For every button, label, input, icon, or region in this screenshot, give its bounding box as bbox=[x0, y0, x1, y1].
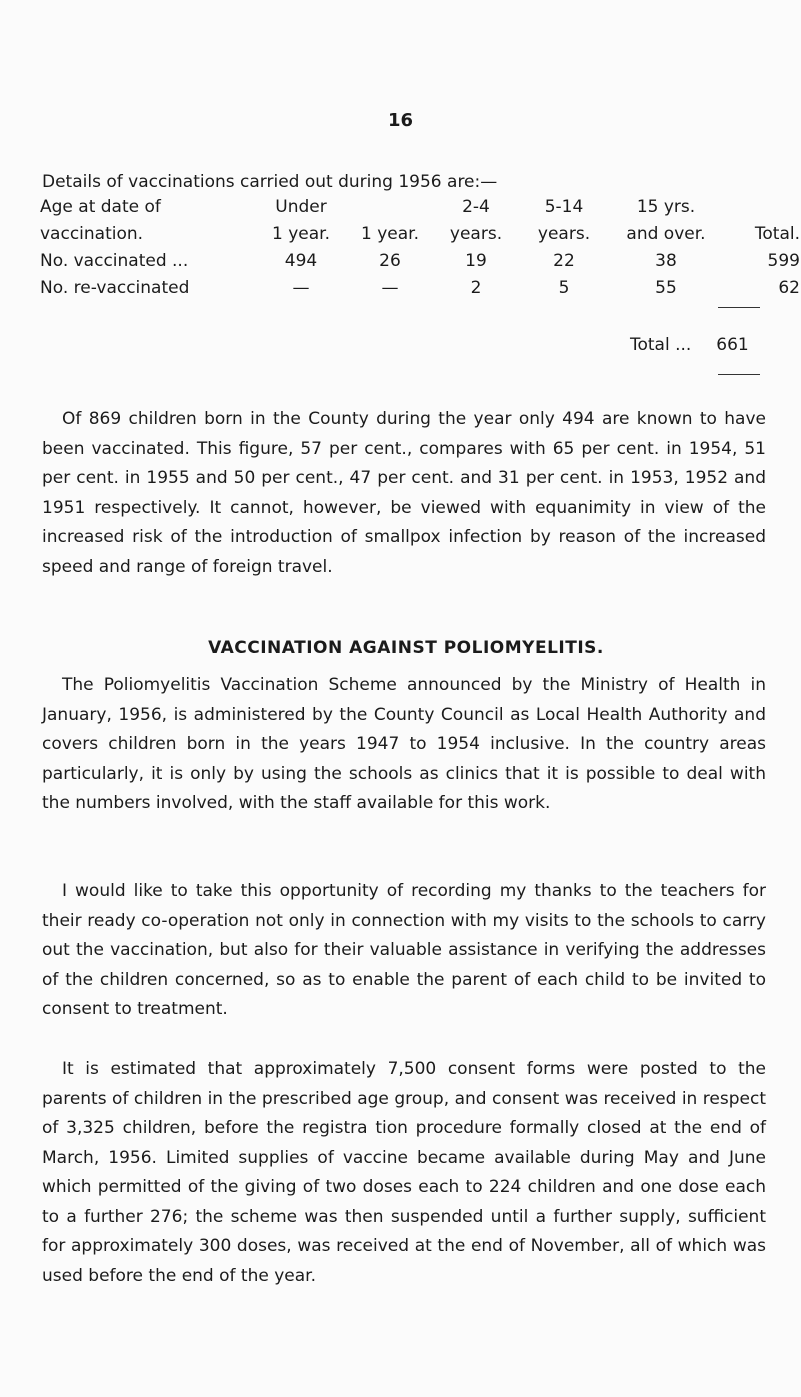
table-header-row bbox=[40, 197, 800, 224]
table-cell: 5 bbox=[558, 278, 570, 298]
header-cell: years. bbox=[449, 224, 503, 244]
paragraph-scheme bbox=[42, 671, 766, 819]
header-cell: and over. bbox=[626, 224, 706, 244]
table-cell: 2 bbox=[470, 278, 482, 298]
paragraph-consent-forms bbox=[42, 1055, 766, 1291]
header-cell: 1 year. bbox=[272, 224, 330, 244]
page-number: 16 bbox=[387, 110, 414, 131]
grand-total bbox=[630, 335, 749, 355]
paragraph-text: I would like to take this opportunity of recording my thanks to the teachers for their ready co-operation not only in connection with my visits to the schools to carry out the vaccination, but also for their valuable assistance in verifying the addresses of the children concerned, so as to enable the parent of each child to be invited to consent to treatment. bbox=[42, 881, 766, 1019]
header-cell: Age at date of bbox=[40, 197, 161, 217]
table-cell: 55 bbox=[655, 278, 677, 298]
vaccination-table bbox=[40, 197, 800, 305]
table-row bbox=[40, 251, 800, 278]
table-cell: — bbox=[381, 278, 399, 298]
table-cell: 19 bbox=[465, 251, 487, 271]
table-cell: 494 bbox=[284, 251, 318, 271]
table-cell: 26 bbox=[379, 251, 401, 271]
total-value: 661 bbox=[716, 335, 749, 355]
header-cell: Under bbox=[275, 197, 327, 217]
total-rule-top bbox=[718, 307, 760, 308]
header-cell: 2-4 bbox=[462, 197, 490, 217]
section-heading: VACCINATION AGAINST POLIOMYELITIS. bbox=[208, 638, 604, 658]
header-cell: 1 year. bbox=[361, 224, 419, 244]
total-rule-bottom bbox=[718, 374, 760, 375]
table-cell: 22 bbox=[553, 251, 575, 271]
header-cell: 5-14 bbox=[544, 197, 584, 217]
table-cell: No. vaccinated ... bbox=[40, 251, 189, 271]
paragraph-text: Of 869 children born in the County during the year only 494 are known to have been vaccinated. This figure, 57 per cent., compares with 65 per cent. in 1954, 51 per cent. in 1955 and 50 per cent., 47 per cent. and 31 per cent. in 1953, 1952 and 1951 respectively. It cannot, however, be viewed with equanimity in view of the increased risk of the introduction of smallpox infection by reason of the increased speed and range of foreign travel. bbox=[42, 409, 766, 577]
header-cell bbox=[722, 197, 800, 224]
paragraph-vaccination-rates bbox=[42, 405, 766, 582]
header-cell: Total. bbox=[754, 224, 800, 244]
header-cell: 15 yrs. bbox=[636, 197, 696, 217]
paragraph-text: The Poliomyelitis Vaccination Scheme announced by the Ministry of Health in January, 1956, is administered by the County Council as Local Health Authority and covers children born in the years 1947 to 1954 inclusive. In the country areas particularly, it is only by using the schools as clinics that it is possible to deal with the numbers involved, with the staff available for this work. bbox=[42, 675, 766, 813]
paragraph-thanks bbox=[42, 877, 766, 1025]
table-header-row bbox=[40, 224, 800, 251]
table-intro: Details of vaccinations carried out during 1956 are:— bbox=[42, 172, 498, 192]
total-label: Total ... bbox=[630, 335, 692, 355]
table-cell: 599 bbox=[767, 251, 800, 271]
header-cell: vaccination. bbox=[40, 224, 144, 244]
table-row bbox=[40, 278, 800, 305]
table-cell: 62 bbox=[778, 278, 800, 298]
paragraph-text: It is estimated that approximately 7,500 consent forms were posted to the parents of children in the prescribed age group, and consent was received in respect of 3,325 children, before the registra tion procedure formally closed at the end of March, 1956. Limited supplies of vaccine became available during May and June which permitted of the giving of two doses each to 224 children and one dose each to a further 276; the scheme was then suspended until a further supply, sufficient for approximately 300 doses, was received at the end of November, all of which was used before the end of the year. bbox=[42, 1059, 766, 1286]
table-cell: — bbox=[292, 278, 310, 298]
header-cell bbox=[346, 197, 434, 224]
table-cell: 38 bbox=[655, 251, 677, 271]
header-cell: years. bbox=[537, 224, 591, 244]
table-cell: No. re-vaccinated bbox=[40, 278, 190, 298]
